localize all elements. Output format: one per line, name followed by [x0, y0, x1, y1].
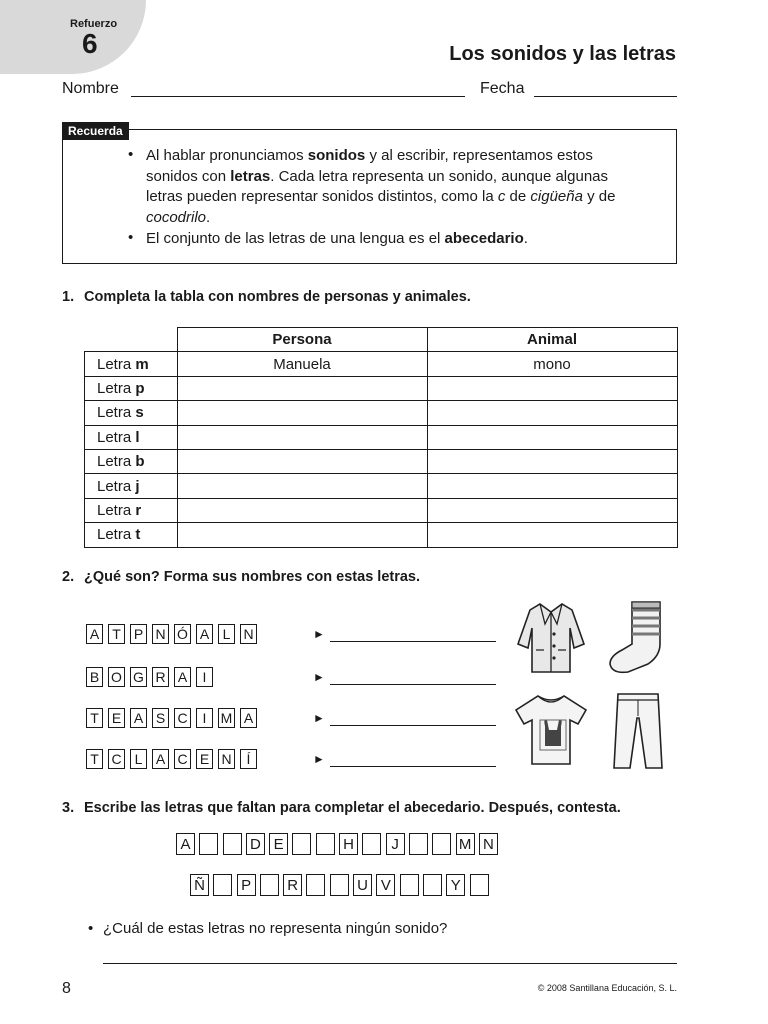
animal-cell[interactable] — [427, 498, 677, 522]
blank-letter-box[interactable] — [409, 833, 428, 855]
persona-cell[interactable] — [177, 523, 427, 547]
blank-letter-box[interactable] — [423, 874, 442, 896]
date-field[interactable] — [534, 96, 677, 97]
exercise-1-instruction: Completa la tabla con nombres de personas y animales. — [84, 289, 471, 305]
table-row — [85, 474, 678, 498]
letter-box: A — [86, 624, 103, 644]
scrambled-word-row — [86, 667, 218, 687]
table-row — [85, 523, 678, 547]
animal-cell[interactable] — [427, 401, 677, 425]
tshirt-image — [512, 690, 590, 770]
letter-box: E — [196, 749, 213, 769]
letter-box: G — [130, 667, 147, 687]
persona-cell[interactable] — [177, 498, 427, 522]
blank-letter-box[interactable] — [362, 833, 381, 855]
trousers-image — [606, 690, 670, 772]
answer-line[interactable] — [330, 725, 496, 726]
persona-cell[interactable] — [177, 449, 427, 473]
blank-letter-box[interactable] — [330, 874, 349, 896]
badge-number: 6 — [82, 28, 98, 59]
letters-table — [84, 327, 678, 548]
table-row — [85, 376, 678, 400]
exercise-1-number: 1. — [62, 289, 75, 305]
answer-line[interactable] — [330, 641, 496, 642]
letter-box: N — [152, 624, 169, 644]
alphabet-row-2 — [190, 874, 493, 896]
blank-letter-box[interactable] — [306, 874, 325, 896]
page-number: 8 — [62, 980, 71, 997]
name-label: Nombre — [62, 80, 119, 97]
letter-box: A — [130, 708, 147, 728]
answer-line[interactable] — [330, 766, 496, 767]
exercise-3-instruction: Escribe las letras que faltan para completar el abecedario. Después, contesta. — [84, 800, 621, 816]
letter-box: M — [456, 833, 475, 855]
arrow-icon: ► — [313, 670, 325, 684]
table-row — [85, 352, 678, 376]
bullet-marker: • — [128, 229, 134, 246]
scrambled-word-row — [86, 624, 262, 644]
letter-box: R — [152, 667, 169, 687]
animal-cell[interactable] — [427, 376, 677, 400]
arrow-icon: ► — [313, 752, 325, 766]
blank-letter-box[interactable] — [316, 833, 335, 855]
letter-box: P — [130, 624, 147, 644]
letter-box: C — [108, 749, 125, 769]
letter-box: T — [86, 749, 103, 769]
blank-letter-box[interactable] — [223, 833, 242, 855]
exercise-3-number: 3. — [62, 800, 75, 816]
row-label: Letra p — [85, 376, 178, 400]
animal-cell[interactable] — [427, 523, 677, 547]
blank-letter-box[interactable] — [470, 874, 489, 896]
table-row — [85, 401, 678, 425]
letter-box: S — [152, 708, 169, 728]
alphabet-row-1 — [176, 833, 502, 855]
persona-cell[interactable] — [177, 401, 427, 425]
letter-box: A — [152, 749, 169, 769]
blank-letter-box[interactable] — [292, 833, 311, 855]
letter-box: E — [269, 833, 288, 855]
row-label: Letra m — [85, 352, 178, 376]
badge-label: Refuerzo — [70, 18, 118, 30]
letter-box: D — [246, 833, 265, 855]
letter-box: Í — [240, 749, 257, 769]
page-title: Los sonidos y las letras — [449, 43, 676, 65]
blank-letter-box[interactable] — [199, 833, 218, 855]
copyright: © 2008 Santillana Educación, S. L. — [537, 983, 677, 993]
table-row — [85, 498, 678, 522]
letter-box: T — [108, 624, 125, 644]
persona-cell[interactable]: Manuela — [177, 352, 427, 376]
arrow-icon: ► — [313, 627, 325, 641]
letter-box: N — [479, 833, 498, 855]
letter-box: N — [218, 749, 235, 769]
row-label: Letra b — [85, 449, 178, 473]
persona-cell[interactable] — [177, 376, 427, 400]
letter-box: V — [376, 874, 395, 896]
exercise-3-question: ¿Cuál de estas letras no representa ningún sonido? — [103, 920, 448, 937]
scrambled-word-row — [86, 749, 262, 769]
bullet-marker: • — [128, 146, 134, 163]
exercise-2-number: 2. — [62, 569, 75, 585]
blank-letter-box[interactable] — [260, 874, 279, 896]
answer-line[interactable] — [330, 684, 496, 685]
letter-box: N — [240, 624, 257, 644]
letter-box: U — [353, 874, 372, 896]
animal-cell[interactable] — [427, 449, 677, 473]
table-row — [85, 449, 678, 473]
letter-box: L — [130, 749, 147, 769]
exercise-2-instruction: ¿Qué son? Forma sus nombres con estas letras. — [84, 569, 421, 585]
letter-box: P — [237, 874, 256, 896]
letter-box: A — [196, 624, 213, 644]
letter-box: I — [196, 667, 213, 687]
recuerda-bullet-1: Al hablar pronunciamos sonidos y al escribir, representamos estos sonidos con letras. Cada letra representa un sonido, aunque algunas letras pueden representar sonidos distintos, como la c de cigüeña y de cocodrilo. — [146, 147, 616, 226]
row-label: Letra r — [85, 498, 178, 522]
column-header-persona: Persona — [177, 328, 427, 352]
blank-letter-box[interactable] — [400, 874, 419, 896]
letter-box: Ñ — [190, 874, 209, 896]
blank-letter-box[interactable] — [213, 874, 232, 896]
letter-box: R — [283, 874, 302, 896]
letter-box: A — [240, 708, 257, 728]
bullet-marker: • — [88, 920, 94, 937]
unit-badge — [0, 0, 146, 74]
letter-box: A — [176, 833, 195, 855]
arrow-icon: ► — [313, 711, 325, 725]
blank-letter-box[interactable] — [432, 833, 451, 855]
row-label: Letra s — [85, 401, 178, 425]
letter-box: E — [108, 708, 125, 728]
letter-box: Ó — [174, 624, 191, 644]
row-label: Letra t — [85, 523, 178, 547]
letter-box: Y — [446, 874, 465, 896]
letter-box: C — [174, 708, 191, 728]
row-label: Letra j — [85, 474, 178, 498]
name-field[interactable] — [131, 96, 465, 97]
recuerda-tag: Recuerda — [62, 122, 129, 140]
column-header-animal: Animal — [427, 328, 677, 352]
letter-box: A — [174, 667, 191, 687]
date-label: Fecha — [480, 80, 525, 97]
animal-cell[interactable]: mono — [427, 352, 677, 376]
persona-cell[interactable] — [177, 474, 427, 498]
letter-box: H — [339, 833, 358, 855]
letter-box: I — [196, 708, 213, 728]
animal-cell[interactable] — [427, 474, 677, 498]
letter-box: M — [218, 708, 235, 728]
row-label: Letra l — [85, 425, 178, 449]
coat-image — [512, 598, 590, 676]
letter-box: B — [86, 667, 103, 687]
letter-box: O — [108, 667, 125, 687]
table-row — [85, 425, 678, 449]
letter-box: T — [86, 708, 103, 728]
persona-cell[interactable] — [177, 425, 427, 449]
recuerda-bullet-2: El conjunto de las letras de una lengua es el abecedario. — [146, 230, 528, 247]
letter-box: C — [174, 749, 191, 769]
answer-line[interactable] — [103, 963, 677, 964]
letter-box: L — [218, 624, 235, 644]
scrambled-word-row — [86, 708, 262, 728]
animal-cell[interactable] — [427, 425, 677, 449]
letter-box: J — [386, 833, 405, 855]
sock-image — [602, 598, 680, 676]
